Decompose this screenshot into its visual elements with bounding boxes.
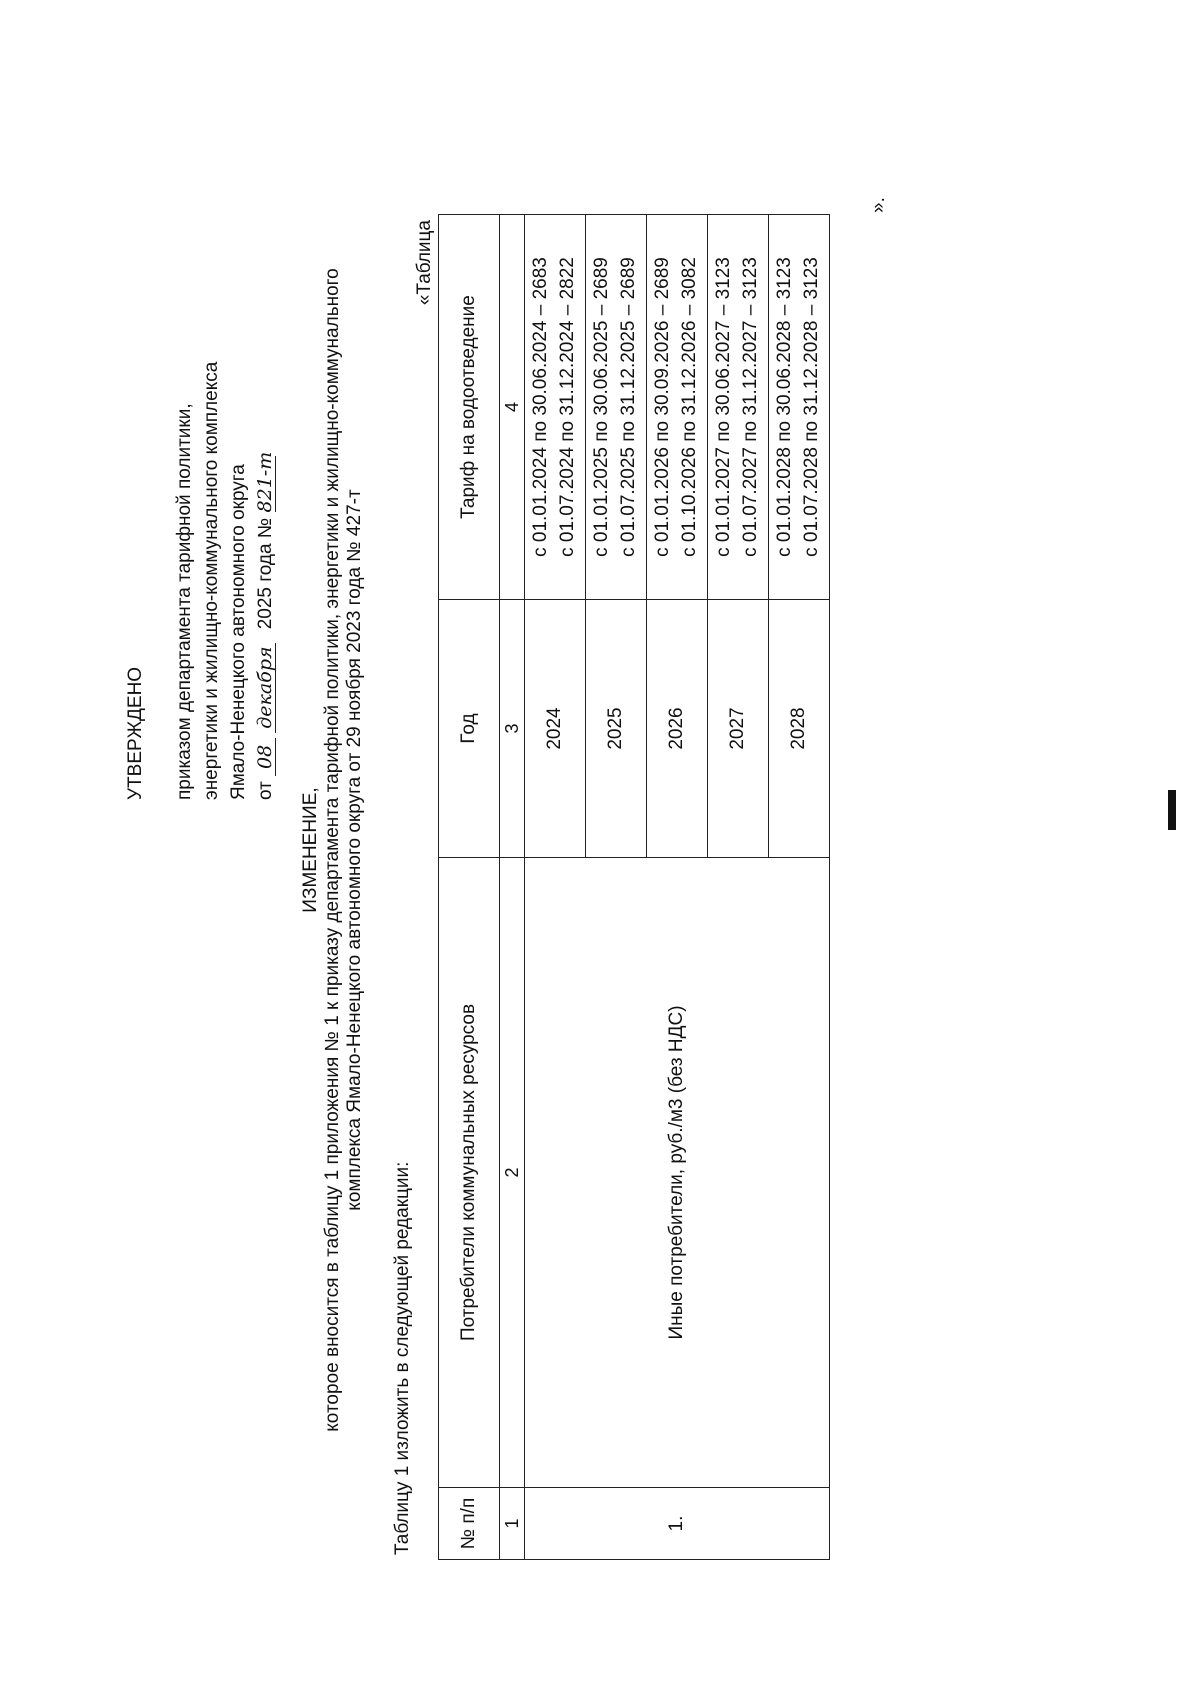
year-cell: 2024: [525, 600, 586, 858]
header-cell-number: № п/п: [439, 1488, 500, 1560]
approval-line: Ямало-Ненецкого автономного округа: [228, 464, 249, 800]
tariff-period: с 01.07.2028 по 31.12.2028 – 3123: [801, 257, 822, 557]
intro-text: Таблицу 1 изложить в следующей редакции:: [392, 1161, 413, 1555]
approval-heading: УТВЕРЖДЕНО: [125, 666, 146, 800]
change-description: [300, 120, 366, 1580]
tariff-period: с 01.07.2024 по 31.12.2024 – 2822: [557, 257, 578, 557]
year-cell: 2028: [769, 600, 830, 858]
scan-mark: [1168, 790, 1176, 830]
tariff-period: с 01.07.2025 по 31.12.2025 – 2689: [618, 257, 639, 557]
change-title: ИЗМЕНЕНИЕ,: [300, 787, 321, 913]
handwritten-day: 08: [255, 738, 276, 776]
row-number-cell: 1.: [525, 1488, 830, 1560]
tariff-period: с 01.01.2027 по 30.06.2027 – 3123: [713, 257, 734, 557]
tariff-cell: [769, 215, 830, 600]
table-header-row: [439, 215, 500, 1560]
tariff-cell: [586, 215, 647, 600]
tariff-table: [438, 214, 830, 1560]
column-number: 2: [500, 858, 525, 1488]
tariff-period: с 01.01.2028 по 30.06.2028 – 3123: [774, 257, 795, 557]
approval-year-text: 2025 года №: [255, 517, 276, 630]
tariff-period: с 01.01.2024 по 30.06.2024 – 2683: [530, 257, 551, 557]
approval-date-prefix: от: [255, 781, 276, 800]
year-cell: 2027: [708, 600, 769, 858]
approval-stamp: [122, 100, 279, 800]
tariff-cell: [525, 215, 586, 600]
handwritten-month: декабря: [255, 643, 276, 733]
header-cell-consumer: Потребители коммунальных ресурсов: [439, 858, 500, 1488]
year-cell: 2026: [647, 600, 708, 858]
approval-date-line: [252, 100, 279, 800]
approval-line: энергетики и жилищно-коммунального комплекса: [201, 361, 222, 800]
tariff-period: с 01.10.2026 по 31.12.2026 – 3082: [679, 257, 700, 557]
header-cell-year: Год: [439, 600, 500, 858]
tariff-period: с 01.01.2025 по 30.06.2025 – 2689: [591, 257, 612, 557]
tariff-cell: [708, 215, 769, 600]
change-line: которое вносится в таблицу 1 приложения № 1 к приказу департамента тарифной политики, энергетики и жилищно-коммунального: [322, 268, 343, 1432]
tariff-cell: [647, 215, 708, 600]
consumer-cell: Иные потребители, руб./м3 (без НДС): [525, 858, 830, 1488]
closing-quote: ».: [868, 197, 889, 213]
table-caption: «Таблица: [414, 220, 435, 306]
approval-line: приказом департамента тарифной политики,: [174, 403, 195, 800]
column-number: 3: [500, 600, 525, 858]
tariff-period: с 01.01.2026 по 30.09.2026 – 2689: [652, 257, 673, 557]
handwritten-order-number: 821-т: [254, 451, 276, 513]
change-line: комплекса Ямало-Ненецкого автономного округа от 29 ноября 2023 года № 427-т: [344, 489, 365, 1211]
column-number: 1: [500, 1488, 525, 1560]
tariff-period: с 01.07.2027 по 31.12.2027 – 3123: [740, 257, 761, 557]
column-number: 4: [500, 215, 525, 600]
column-number-row: [500, 215, 525, 1560]
header-cell-tariff: Тариф на водоотведение: [439, 215, 500, 600]
table-row: [525, 215, 586, 1560]
year-cell: 2025: [586, 600, 647, 858]
